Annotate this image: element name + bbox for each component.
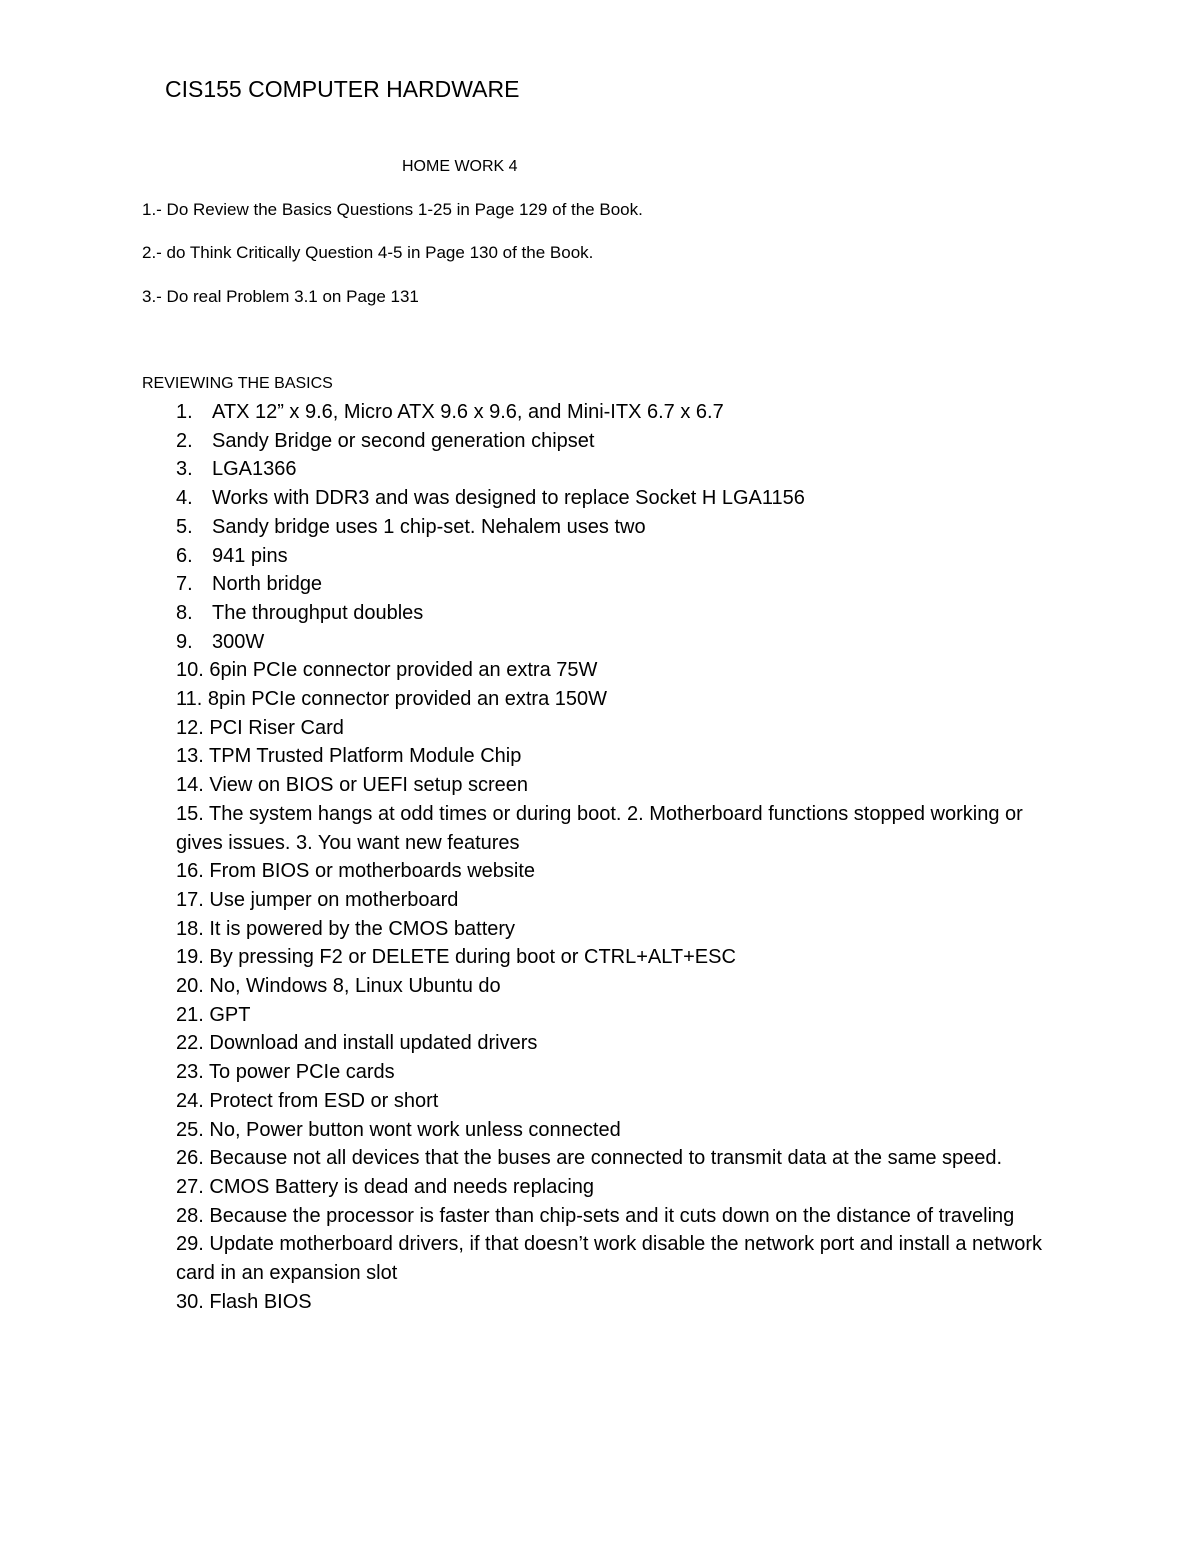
answer-text: 8pin PCIe connector provided an extra 150W bbox=[207, 688, 608, 711]
answer-item bbox=[176, 1202, 1056, 1231]
answer-text: Sandy Bridge or second generation chipset bbox=[212, 429, 595, 452]
homework-heading: HOME WORK 4 bbox=[402, 158, 518, 175]
answer-item bbox=[176, 542, 1056, 571]
answer-number: 8. bbox=[176, 601, 193, 624]
answer-item bbox=[176, 1029, 1056, 1058]
answer-number: 13. bbox=[176, 745, 204, 768]
answer-item bbox=[176, 800, 1056, 857]
answer-number: 17. bbox=[176, 888, 204, 911]
answer-item bbox=[176, 1116, 1056, 1145]
answer-number: 16. bbox=[176, 860, 204, 883]
answer-text: Use jumper on motherboard bbox=[209, 888, 459, 911]
answer-item bbox=[176, 1288, 1056, 1317]
answer-number: 1. bbox=[176, 401, 193, 423]
answer-number: 15. bbox=[176, 802, 204, 825]
answer-number: 22. bbox=[176, 1032, 204, 1055]
answer-item bbox=[176, 513, 1056, 542]
answer-item bbox=[176, 1001, 1056, 1030]
answer-number: 28. bbox=[176, 1204, 204, 1227]
answer-text: The throughput doubles bbox=[212, 601, 424, 624]
answer-text: 6pin PCIe connector provided an extra 75W bbox=[209, 659, 598, 682]
answer-item bbox=[176, 1144, 1056, 1173]
answer-text: Flash BIOS bbox=[209, 1290, 312, 1313]
answer-number: 2. bbox=[176, 429, 193, 452]
answer-text: PCI Riser Card bbox=[209, 716, 344, 739]
answer-item bbox=[176, 915, 1056, 944]
answer-text: CMOS Battery is dead and needs replacing bbox=[209, 1175, 595, 1198]
answer-text: The system hangs at odd times or during boot. 2. Motherboard functions stopped working or gives issues. 3. You want new features bbox=[176, 802, 1023, 854]
answer-text: Protect from ESD or short bbox=[209, 1089, 439, 1112]
answer-number: 19. bbox=[176, 946, 204, 969]
answer-number: 14. bbox=[176, 774, 204, 797]
answer-item bbox=[176, 455, 1056, 484]
answer-number: 11. bbox=[176, 688, 203, 711]
answer-number: 20. bbox=[176, 975, 204, 998]
answer-number: 9. bbox=[176, 630, 193, 653]
answer-item bbox=[176, 857, 1056, 886]
answer-item bbox=[176, 771, 1056, 800]
answer-text: Because not all devices that the buses are connected to transmit data at the same speed. bbox=[209, 1147, 1003, 1170]
answer-text: TPM Trusted Platform Module Chip bbox=[209, 745, 522, 768]
answer-item bbox=[176, 943, 1056, 972]
answer-number: 5. bbox=[176, 515, 193, 538]
task-item: 3.- Do real Problem 3.1 on Page 131 bbox=[142, 287, 419, 306]
answer-text: No, Power button wont work unless connected bbox=[209, 1118, 621, 1141]
answer-number: 27. bbox=[176, 1175, 204, 1198]
answer-number: 24. bbox=[176, 1089, 204, 1112]
answer-item bbox=[176, 628, 1056, 657]
answers-list bbox=[176, 398, 1056, 1317]
answer-item bbox=[176, 685, 1056, 714]
task-item: 1.- Do Review the Basics Questions 1-25 in Page 129 of the Book. bbox=[142, 200, 643, 219]
course-title: CIS155 COMPUTER HARDWARE bbox=[165, 76, 520, 102]
answer-number: 18. bbox=[176, 917, 204, 940]
answer-text: It is powered by the CMOS battery bbox=[209, 917, 516, 940]
answer-item bbox=[176, 656, 1056, 685]
task-item: 2.- do Think Critically Question 4-5 in Page 130 of the Book. bbox=[142, 243, 594, 262]
answer-number: 21. bbox=[176, 1003, 204, 1026]
answer-item bbox=[176, 570, 1056, 599]
answer-item bbox=[176, 714, 1056, 743]
answer-number: 29. bbox=[176, 1233, 204, 1256]
answer-text: No, Windows 8, Linux Ubuntu do bbox=[209, 975, 501, 998]
section-label: REVIEWING THE BASICS bbox=[142, 375, 333, 392]
answer-item bbox=[176, 742, 1056, 771]
answer-number: 6. bbox=[176, 544, 193, 567]
answer-text: Update motherboard drivers, if that doesn’t work disable the network port and install a network card in an expansion slot bbox=[176, 1233, 1043, 1285]
answer-number: 3. bbox=[176, 458, 193, 481]
answer-number: 7. bbox=[176, 573, 193, 596]
answer-number: 30. bbox=[176, 1290, 204, 1313]
answer-item bbox=[176, 1230, 1056, 1287]
answer-item bbox=[176, 1087, 1056, 1116]
answer-text: 941 pins bbox=[212, 544, 288, 567]
answer-item bbox=[176, 1173, 1056, 1202]
answer-text: View on BIOS or UEFI setup screen bbox=[209, 774, 529, 797]
answer-text: From BIOS or motherboards website bbox=[209, 860, 536, 883]
answer-text: Because the processor is faster than chip-sets and it cuts down on the distance of traveling bbox=[209, 1204, 1015, 1227]
answer-item bbox=[176, 484, 1056, 513]
answer-number: 26. bbox=[176, 1147, 204, 1170]
answer-text: LGA1366 bbox=[212, 458, 297, 481]
answer-item bbox=[176, 1058, 1056, 1087]
answer-item bbox=[176, 972, 1056, 1001]
answer-text: ATX 12” x 9.6, Micro ATX 9.6 x 9.6, and Mini-ITX 6.7 x 6.7 bbox=[212, 401, 724, 423]
answer-text: 300W bbox=[212, 630, 265, 653]
answer-text: Works with DDR3 and was designed to replace Socket H LGA1156 bbox=[212, 487, 805, 510]
answer-number: 25. bbox=[176, 1118, 204, 1141]
answer-text: North bridge bbox=[212, 573, 323, 596]
answer-item bbox=[176, 886, 1056, 915]
answer-item bbox=[176, 398, 1056, 427]
answer-number: 12. bbox=[176, 716, 204, 739]
answer-text: By pressing F2 or DELETE during boot or CTRL+ALT+ESC bbox=[209, 946, 736, 969]
answer-text: Sandy bridge uses 1 chip-set. Nehalem uses two bbox=[212, 515, 646, 538]
answer-number: 23. bbox=[176, 1061, 204, 1084]
answer-text: GPT bbox=[209, 1003, 251, 1026]
answer-text: To power PCIe cards bbox=[209, 1061, 395, 1084]
answer-item bbox=[176, 599, 1056, 628]
answer-item bbox=[176, 427, 1056, 456]
answer-text: Download and install updated drivers bbox=[209, 1032, 538, 1055]
answer-number: 4. bbox=[176, 487, 193, 510]
answer-number: 10. bbox=[176, 659, 204, 682]
